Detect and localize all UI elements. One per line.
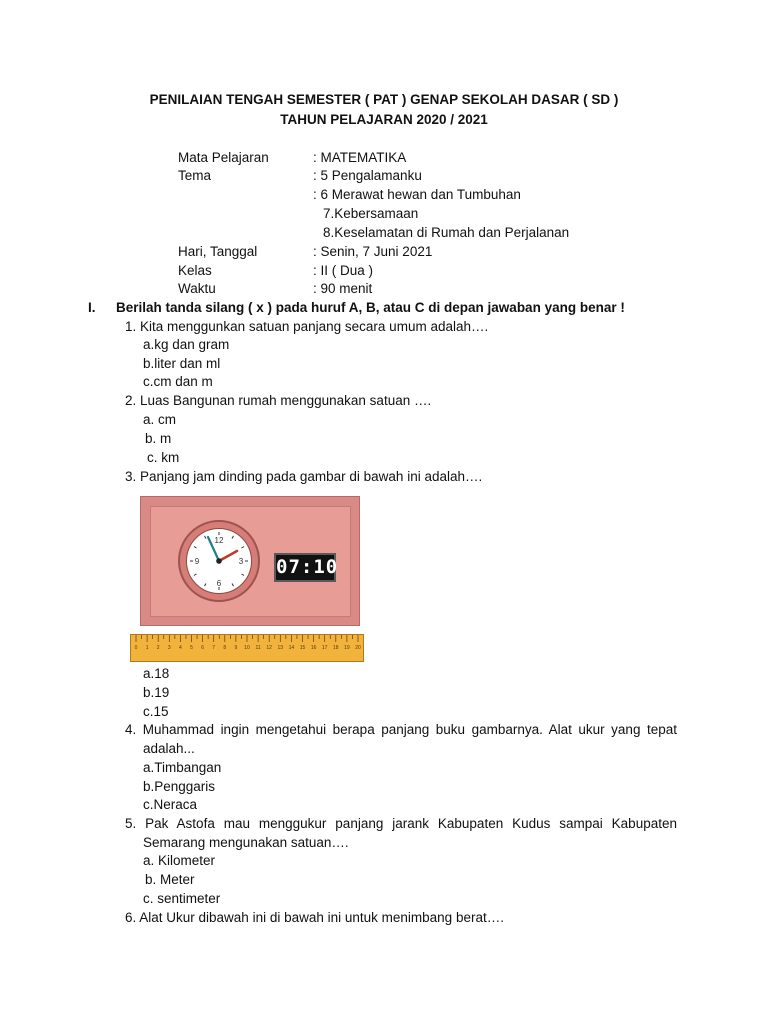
- clock-number-6: 6: [216, 579, 222, 588]
- question-2: 2. Luas Bangunan rumah menggunakan satuan ….: [125, 393, 432, 408]
- q5-option-c: c. sentimeter: [143, 891, 221, 906]
- ruler-label: 13: [277, 645, 284, 651]
- ruler-label: 11: [255, 645, 261, 651]
- question-6: 6. Alat Ukur dibawah ini di bawah ini untuk menimbang berat….: [125, 910, 504, 925]
- ruler-label: 3: [167, 645, 171, 651]
- ruler-labels: [135, 645, 361, 651]
- q2-option-a: a. cm: [143, 412, 177, 427]
- exam-year: TAHUN PELAJARAN 2020 / 2021: [280, 112, 488, 127]
- ruler-label: 6: [201, 645, 204, 651]
- q4-option-a: a.Timbangan: [143, 760, 222, 775]
- ruler-label: 8: [223, 645, 227, 651]
- q2-option-c: c. km: [147, 450, 180, 465]
- exam-title: PENILAIAN TENGAH SEMESTER ( PAT ) GENAP SEKOLAH DASAR ( SD ): [149, 92, 619, 107]
- theme-value-4: 8.Keselamatan di Rumah dan Perjalanan: [323, 225, 570, 240]
- q2-option-b: b. m: [145, 431, 172, 446]
- ruler-ticks: [136, 635, 358, 642]
- clock-face: [186, 528, 252, 594]
- digital-clock-display: 07:10: [274, 553, 336, 582]
- class-value: : II ( Dua ): [313, 263, 374, 278]
- q1-option-b: b.liter dan ml: [143, 356, 221, 371]
- clock-number-3: 3: [238, 557, 244, 566]
- clock-illustration: [140, 496, 360, 626]
- question-3: 3. Panjang jam dinding pada gambar di bawah ini adalah….: [125, 469, 483, 484]
- date-label: Hari, Tanggal: [178, 244, 258, 259]
- ruler-label: 10: [244, 645, 250, 651]
- date-value: : Senin, 7 Juni 2021: [313, 244, 433, 259]
- question-5-line-1: 5. Pak Astofa mau menggukur panjang jarank Kabupaten Kudus sampai Kabupaten: [125, 816, 677, 831]
- question-4-line-2: adalah...: [143, 741, 195, 756]
- ruler-label: 17: [321, 645, 328, 651]
- theme-value-1: : 5 Pengalamanku: [313, 168, 422, 183]
- ruler-label: 0: [134, 645, 138, 651]
- ruler-label: 2: [156, 645, 160, 651]
- section-number: I.: [88, 300, 96, 315]
- time-value: : 90 menit: [313, 281, 373, 296]
- q3-option-c: c.15: [143, 704, 169, 719]
- section-instruction: Berilah tanda silang ( x ) pada huruf A, B, atau C di depan jawaban yang benar !: [116, 300, 625, 315]
- ruler-label: 4: [179, 645, 182, 651]
- ruler-label: 15: [299, 645, 306, 651]
- q5-option-b: b. Meter: [145, 872, 195, 887]
- ruler-label: 18: [333, 645, 339, 651]
- ruler-label: 12: [266, 645, 272, 651]
- ruler-label: 19: [344, 645, 350, 651]
- theme-value-3: 7.Kebersamaan: [323, 206, 419, 221]
- q1-option-c: c.cm dan m: [143, 374, 213, 389]
- q4-option-c: c.Neraca: [143, 797, 198, 812]
- ruler-label: 16: [310, 645, 317, 651]
- clock-panel: [150, 506, 351, 617]
- clock-number-12: 12: [214, 536, 224, 545]
- q1-option-a: a.kg dan gram: [143, 337, 230, 352]
- theme-value-2: : 6 Merawat hewan dan Tumbuhan: [313, 187, 521, 202]
- question-4-line-1: 4. Muhammad ingin mengetahui berapa panjang buku gambarnya. Alat ukur yang tepat: [125, 722, 677, 737]
- ruler-image: [130, 634, 364, 662]
- question-1: 1. Kita menggunkan satuan panjang secara umum adalah….: [125, 319, 489, 334]
- ruler-label: 14: [288, 645, 295, 651]
- clock-dial: [187, 529, 251, 593]
- ruler-label: 5: [190, 645, 193, 651]
- q3-option-b: b.19: [143, 685, 170, 700]
- q3-option-a: a.18: [143, 666, 170, 681]
- clock-center: [216, 558, 222, 564]
- analog-clock: [178, 520, 260, 602]
- subject-value: : MATEMATIKA: [313, 150, 407, 165]
- q4-option-b: b.Penggaris: [143, 779, 216, 794]
- ruler-label: 9: [234, 645, 238, 651]
- clock-number-9: 9: [194, 557, 200, 566]
- theme-label: Tema: [178, 168, 212, 183]
- ruler-label: 7: [212, 645, 216, 651]
- subject-label: Mata Pelajaran: [178, 150, 269, 165]
- question-5-line-2: Semarang mengunakan satuan….: [143, 835, 349, 850]
- hour-hand: [219, 551, 237, 561]
- ruler-label: 20: [355, 645, 361, 651]
- time-label: Waktu: [178, 281, 216, 296]
- ruler-label: 1: [145, 645, 149, 651]
- q5-option-a: a. Kilometer: [143, 853, 216, 868]
- class-label: Kelas: [178, 263, 212, 278]
